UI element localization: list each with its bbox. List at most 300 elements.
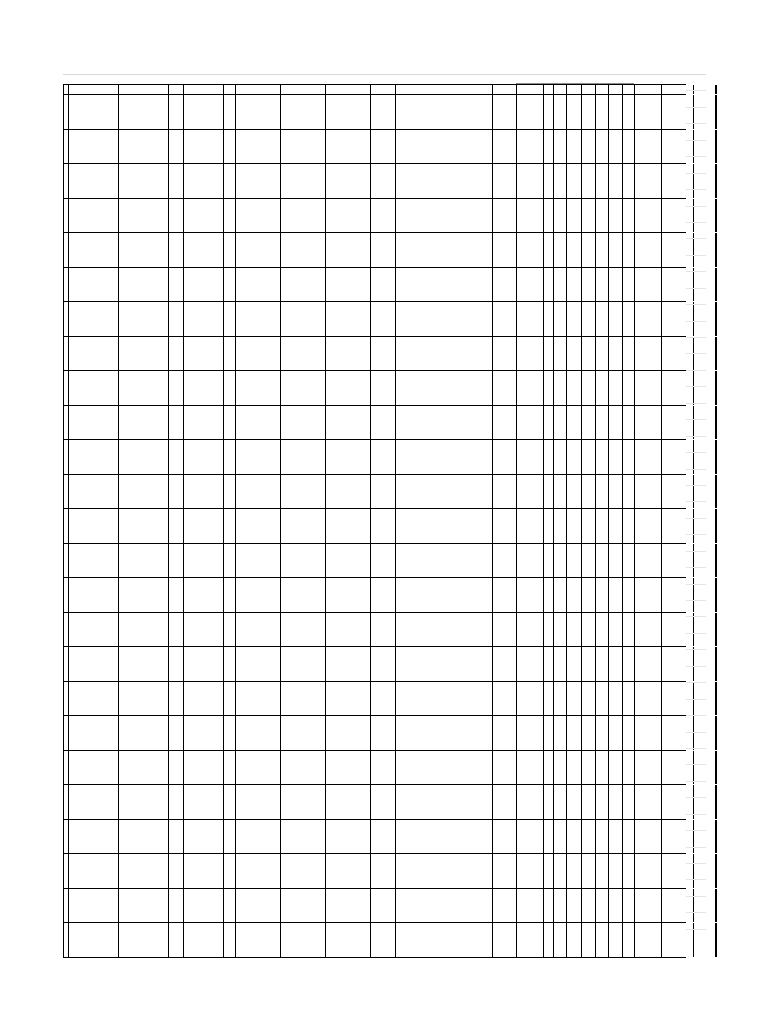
grid-line (686, 272, 706, 288)
table-cell (184, 199, 224, 233)
table-cell (119, 716, 169, 750)
grid-line (686, 141, 706, 157)
grid-line (686, 157, 706, 173)
table-cell (493, 233, 517, 267)
table-cell (554, 889, 567, 923)
table-cell (517, 130, 544, 164)
table-cell (236, 889, 281, 923)
grid-line (686, 470, 706, 486)
table-cell (623, 682, 635, 716)
table-cell (371, 682, 396, 716)
table-cell (596, 302, 609, 336)
table-cell (493, 475, 517, 509)
table-cell (236, 716, 281, 750)
table-cell (544, 820, 554, 854)
table-cell (169, 371, 184, 405)
grid-line (686, 437, 706, 453)
table-cell (371, 509, 396, 543)
table-cell (184, 406, 224, 440)
table-row (63, 820, 686, 855)
table-cell (635, 785, 662, 819)
table-cell (517, 544, 544, 578)
table-cell (281, 268, 326, 302)
table-cell (635, 95, 662, 129)
table-cell (236, 440, 281, 474)
table-cell (224, 475, 236, 509)
table-cell (69, 233, 119, 267)
table-cell (396, 682, 493, 716)
table-cell (635, 440, 662, 474)
table-cell (544, 268, 554, 302)
table-cell (184, 233, 224, 267)
grid-line (686, 75, 706, 91)
table-cell (623, 337, 635, 371)
column-header (554, 85, 567, 94)
grid-line (686, 667, 706, 683)
table-cell (371, 268, 396, 302)
table-cell (184, 716, 224, 750)
table-cell (184, 613, 224, 647)
table-cell (567, 440, 582, 474)
table-cell (184, 854, 224, 888)
table-cell (396, 406, 493, 440)
grid-line (686, 683, 706, 699)
table-cell (224, 440, 236, 474)
table-cell (635, 199, 662, 233)
table-cell (396, 716, 493, 750)
table-cell (517, 233, 544, 267)
table-cell (609, 337, 623, 371)
photo-cell (716, 440, 717, 474)
table-cell (224, 923, 236, 957)
table-cell (554, 268, 567, 302)
table-cell (567, 613, 582, 647)
table-cell (224, 302, 236, 336)
table-cell (119, 509, 169, 543)
table-cell (281, 647, 326, 681)
table-cell (609, 475, 623, 509)
grid-line (686, 650, 706, 666)
column-header (281, 85, 326, 94)
table-row (63, 268, 686, 303)
table-cell (119, 440, 169, 474)
table-cell (582, 130, 596, 164)
table-cell (493, 923, 517, 957)
table-cell (371, 544, 396, 578)
table-cell (635, 923, 662, 957)
photo-cell (716, 578, 717, 612)
table-cell (582, 854, 596, 888)
table-row (63, 854, 686, 889)
table-cell (236, 164, 281, 198)
table-cell (517, 923, 544, 957)
table-cell (281, 613, 326, 647)
table-cell (596, 647, 609, 681)
table-cell (236, 302, 281, 336)
table-cell (236, 820, 281, 854)
photo-cell (716, 544, 717, 578)
grid-line (686, 913, 706, 929)
grid-line (686, 354, 706, 370)
photo-cell (716, 95, 717, 129)
table-cell (596, 233, 609, 267)
table-cell (169, 682, 184, 716)
photo-cell (716, 923, 717, 957)
table-cell (281, 820, 326, 854)
table-cell (281, 233, 326, 267)
table-cell (582, 164, 596, 198)
table-cell (567, 199, 582, 233)
table-row (63, 509, 686, 544)
table-cell (493, 440, 517, 474)
grid-line (686, 305, 706, 321)
table-cell (517, 682, 544, 716)
table-cell (609, 923, 623, 957)
table-cell (371, 889, 396, 923)
table-cell (596, 785, 609, 819)
table-cell (544, 406, 554, 440)
table-cell (69, 613, 119, 647)
table-cell (119, 923, 169, 957)
table-cell (544, 923, 554, 957)
table-row (63, 682, 686, 717)
table-cell (635, 509, 662, 543)
table-cell (623, 95, 635, 129)
table-cell (635, 406, 662, 440)
table-cell (69, 544, 119, 578)
table-cell (623, 613, 635, 647)
table-cell (554, 95, 567, 129)
table-cell (635, 716, 662, 750)
table-cell (567, 682, 582, 716)
table-cell (544, 578, 554, 612)
grid-line (686, 486, 706, 502)
table-cell (236, 923, 281, 957)
table-cell (517, 268, 544, 302)
table-cell (493, 302, 517, 336)
table-body (63, 95, 686, 958)
grid-line (686, 108, 706, 124)
table-cell (517, 751, 544, 785)
table-cell (567, 164, 582, 198)
table-cell (396, 475, 493, 509)
table-cell (517, 371, 544, 405)
table-cell (596, 509, 609, 543)
table-cell (69, 785, 119, 819)
grid-line (686, 371, 706, 387)
table-cell (567, 233, 582, 267)
table-cell (224, 371, 236, 405)
table-cell (326, 302, 371, 336)
table-cell (396, 785, 493, 819)
table-cell (544, 751, 554, 785)
table-cell (326, 233, 371, 267)
table-cell (544, 544, 554, 578)
table-cell (596, 854, 609, 888)
table-cell (493, 544, 517, 578)
table-cell (326, 544, 371, 578)
table-row (63, 406, 686, 441)
table-cell (582, 406, 596, 440)
table-cell (281, 544, 326, 578)
table-cell (582, 475, 596, 509)
table-cell (371, 95, 396, 129)
table-cell (236, 475, 281, 509)
table-cell (623, 785, 635, 819)
grid-line (686, 502, 706, 518)
photo-cell (716, 337, 717, 371)
table-cell (371, 613, 396, 647)
table-cell (224, 509, 236, 543)
table-cell (371, 647, 396, 681)
table-cell (544, 854, 554, 888)
table-cell (582, 337, 596, 371)
grid-line (686, 716, 706, 732)
table-cell (326, 923, 371, 957)
table-cell (493, 199, 517, 233)
table-cell (169, 130, 184, 164)
photo-cell (716, 509, 717, 543)
table-cell (119, 268, 169, 302)
table-cell (69, 854, 119, 888)
table-cell (236, 268, 281, 302)
table-cell (544, 233, 554, 267)
table-cell (224, 716, 236, 750)
table-cell (69, 406, 119, 440)
table-cell (224, 751, 236, 785)
table-cell (169, 406, 184, 440)
table-cell (567, 544, 582, 578)
table-cell (69, 475, 119, 509)
grid-line (686, 174, 706, 190)
table-cell (582, 233, 596, 267)
grid-line (686, 585, 706, 601)
table-cell (493, 268, 517, 302)
table-cell (623, 820, 635, 854)
table-cell (169, 923, 184, 957)
table-cell (582, 682, 596, 716)
table-cell (596, 199, 609, 233)
table-row (63, 613, 686, 648)
grid-line (686, 749, 706, 765)
table-cell (544, 302, 554, 336)
grid-line (686, 765, 706, 781)
table-cell (582, 95, 596, 129)
table-cell (69, 647, 119, 681)
table-cell (236, 785, 281, 819)
grid-line (686, 897, 706, 913)
table-cell (326, 682, 371, 716)
table-row (63, 716, 686, 751)
table-cell (236, 371, 281, 405)
table-cell (169, 302, 184, 336)
table-cell (554, 475, 567, 509)
table-cell (326, 613, 371, 647)
table-row (63, 130, 686, 165)
table-cell (69, 509, 119, 543)
table-cell (169, 751, 184, 785)
table-cell (281, 337, 326, 371)
table-cell (169, 613, 184, 647)
table-cell (119, 302, 169, 336)
table-cell (326, 268, 371, 302)
table-cell (396, 268, 493, 302)
table-cell (544, 130, 554, 164)
column-header (326, 85, 371, 94)
table-group-header-row (63, 74, 686, 84)
table-cell (281, 164, 326, 198)
table-cell (236, 406, 281, 440)
table-cell (596, 406, 609, 440)
table-cell (567, 889, 582, 923)
table-cell (582, 509, 596, 543)
table-cell (623, 475, 635, 509)
table-cell (184, 682, 224, 716)
table-cell (596, 613, 609, 647)
table-cell (517, 785, 544, 819)
table-cell (69, 302, 119, 336)
table-cell (169, 716, 184, 750)
table-cell (69, 440, 119, 474)
table-cell (582, 544, 596, 578)
table-cell (169, 785, 184, 819)
table-cell (623, 751, 635, 785)
table-cell (609, 95, 623, 129)
table-cell (119, 130, 169, 164)
grid-line (686, 552, 706, 568)
table-cell (169, 233, 184, 267)
table-cell (609, 785, 623, 819)
table-cell (281, 854, 326, 888)
table-cell (609, 164, 623, 198)
table-cell (326, 164, 371, 198)
table-cell (281, 509, 326, 543)
table-cell (281, 923, 326, 957)
table-cell (596, 130, 609, 164)
table-row (63, 302, 686, 337)
photo-cell (716, 716, 717, 750)
table-cell (326, 509, 371, 543)
table-cell (69, 130, 119, 164)
table-cell (493, 130, 517, 164)
grid-line (686, 519, 706, 535)
table-cell (281, 199, 326, 233)
table-cell (119, 854, 169, 888)
table-cell (493, 95, 517, 129)
table-cell (623, 233, 635, 267)
table-cell (596, 337, 609, 371)
table-cell (582, 716, 596, 750)
table-cell (623, 578, 635, 612)
table-cell (554, 820, 567, 854)
table-cell (609, 371, 623, 405)
table-cell (326, 751, 371, 785)
grid-line (686, 190, 706, 206)
table-cell (396, 509, 493, 543)
table-cell (582, 785, 596, 819)
table-cell (567, 820, 582, 854)
table-cell (119, 337, 169, 371)
table-cell (169, 475, 184, 509)
table-cell (224, 130, 236, 164)
table-cell (169, 337, 184, 371)
table-cell (236, 233, 281, 267)
table-cell (371, 820, 396, 854)
table-cell (396, 130, 493, 164)
table-cell (169, 95, 184, 129)
table-cell (224, 406, 236, 440)
table-cell (281, 785, 326, 819)
grid-line (686, 798, 706, 814)
table-cell (493, 337, 517, 371)
table-cell (596, 544, 609, 578)
table-cell (635, 751, 662, 785)
table-cell (281, 475, 326, 509)
grid-line (686, 289, 706, 305)
table-cell (119, 199, 169, 233)
table-cell (326, 371, 371, 405)
grid-line (686, 223, 706, 239)
table-cell (567, 130, 582, 164)
table-cell (623, 440, 635, 474)
table-cell (236, 578, 281, 612)
table-cell (236, 337, 281, 371)
table-cell (236, 854, 281, 888)
photo-cell (716, 302, 717, 336)
table-cell (396, 820, 493, 854)
table-cell (544, 785, 554, 819)
table-cell (396, 371, 493, 405)
table-cell (554, 233, 567, 267)
table-cell (567, 785, 582, 819)
photo-cell (716, 371, 717, 405)
table-cell (119, 95, 169, 129)
table-cell (544, 613, 554, 647)
table-cell (609, 854, 623, 888)
table-cell (623, 268, 635, 302)
table-cell (517, 440, 544, 474)
column-header (169, 85, 184, 94)
table-cell (326, 199, 371, 233)
table-cell (119, 578, 169, 612)
table-cell (609, 751, 623, 785)
photo-cell (716, 199, 717, 233)
table-cell (169, 509, 184, 543)
table-cell (69, 164, 119, 198)
table-cell (236, 199, 281, 233)
table-row (63, 95, 686, 130)
table-cell (517, 716, 544, 750)
table-cell (169, 199, 184, 233)
grid-line (686, 124, 706, 140)
table-cell (119, 889, 169, 923)
column-header (544, 85, 554, 94)
grid-line (686, 322, 706, 338)
table-cell (184, 302, 224, 336)
table-cell (609, 509, 623, 543)
table-cell (554, 440, 567, 474)
photo-cell (716, 751, 717, 785)
table-cell (544, 682, 554, 716)
grid-line (686, 848, 706, 864)
table-cell (635, 130, 662, 164)
table-cell (371, 406, 396, 440)
table-cell (493, 889, 517, 923)
table-cell (371, 475, 396, 509)
grid-line (686, 782, 706, 798)
table-cell (119, 682, 169, 716)
table-cell (169, 854, 184, 888)
